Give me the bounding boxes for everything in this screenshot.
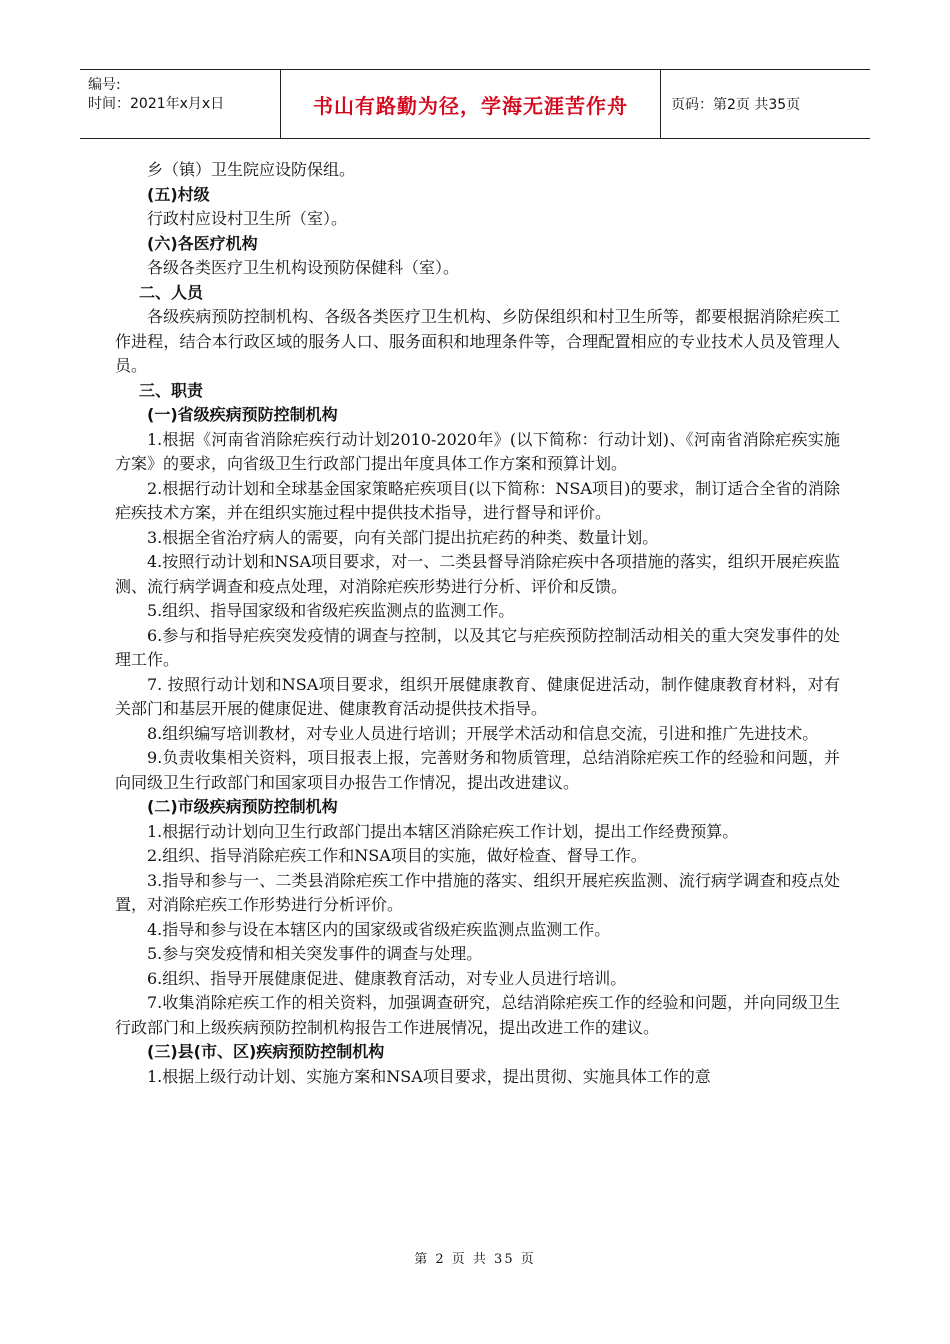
list-item: 1.根据上级行动计划、实施方案和NSA项目要求，提出贯彻、实施具体工作的意 (147, 1066, 711, 1086)
list-item: 6.组织、指导开展健康促进、健康教育活动，对专业人员进行培训。 (147, 968, 627, 988)
list-item: 3.根据全省治疗病人的需要，向有关部门提出抗疟药的种类、数量计划。 (147, 527, 659, 547)
list-item: 1.根据《河南省消除疟疾行动计划2010-2020年》(以下简称：行动计划)、《河南省消除疟疾实施方案》的要求，向省级卫生行政部门提出年度具体工作方案和预算计划。 (115, 429, 840, 473)
list-item: 1.根据行动计划向卫生行政部门提出本辖区消除疟疾工作计划，提出工作经费预算。 (147, 821, 739, 841)
subheading: (六)各医疗机构 (147, 233, 258, 253)
list-item: 9.负责收集相关资料，项目报表上报，完善财务和物质管理，总结消除疟疾工作的经验和问题，并向同级卫生行政部门和国家项目办报告工作情况，提出改进建议。 (115, 748, 840, 792)
list-item: 3.指导和参与一、二类县消除疟疾工作中措施的落实、组织开展疟疾监测、流行病学调查和疫点处置，对消除疟疾工作形势进行分析评价。 (115, 870, 840, 914)
list-item: 2.根据行动计划和全球基金国家策略疟疾项目(以下简称：NSA项目)的要求，制订适合全省的消除疟疾技术方案，并在组织实施过程中提供技术指导，进行督导和评价。 (115, 478, 840, 522)
time-label: 时间：2021年x月x日 (88, 96, 225, 112)
paragraph: 行政村应设村卫生所（室）。 (147, 209, 348, 228)
list-item: 6.参与和指导疟疾突发疫情的调查与控制，以及其它与疟疾预防控制活动相关的重大突发事件的处理工作。 (115, 625, 840, 669)
list-item: 7.收集消除疟疾工作的相关资料，加强调查研究，总结消除疟疾工作的经验和问题，并向同级卫生行政部门和上级疾病预防控制机构报告工作进展情况，提出改进工作的建议。 (115, 993, 840, 1037)
page-header (80, 69, 870, 139)
list-item: 5.组织、指导国家级和省级疟疾监测点的监测工作。 (147, 601, 515, 620)
page-footer: 第 2 页 共 35 页 (414, 1252, 536, 1267)
paragraph: 乡（镇）卫生院应设防保组。 (147, 160, 356, 179)
list-item: 7. 按照行动计划和NSA项目要求，组织开展健康教育、健康促进活动，制作健康教育材料，对有关部门和基层开展的健康促进、健康教育活动提供技术指导。 (115, 674, 840, 718)
list-item: 2.组织、指导消除疟疾工作和NSA项目的实施，做好检查、督导工作。 (147, 846, 647, 865)
list-item: 4.按照行动计划和NSA项目要求，对一、二类县督导消除疟疾中各项措施的落实，组织开展疟疾监测、流行病学调查和疫点处理，对消除疟疾形势进行分析、评价和反馈。 (115, 552, 840, 596)
code-label: 编号: (88, 77, 121, 93)
header-meta (80, 70, 281, 138)
document-body (115, 158, 840, 1089)
list-item: 5.参与突发疫情和相关突发事件的调查与处理。 (147, 944, 483, 963)
list-item: 4.指导和参与设在本辖区内的国家级或省级疟疾监测点监测工作。 (147, 919, 611, 939)
section-heading: 二、人员 (139, 282, 204, 302)
subheading: (一)省级疾病预防控制机构 (147, 405, 338, 424)
paragraph: 各级各类医疗卫生机构设预防保健科（室）。 (147, 258, 460, 277)
list-item: 8.组织编写培训教材，对专业人员进行培训；开展学术活动和信息交流，引进和推广先进技术。 (147, 723, 819, 743)
header-motto: 书山有路勤为径，学海无涯苦作舟 (281, 70, 661, 138)
subheading: (五)村级 (147, 184, 210, 204)
header-page-info: 页码：第2页 共35页 (671, 97, 801, 113)
subheading: (二)市级疾病预防控制机构 (147, 797, 338, 816)
section-heading: 三、职责 (139, 380, 204, 400)
subheading: (三)县(市、区)疾病预防控制机构 (147, 1042, 385, 1061)
paragraph: 各级疾病预防控制机构、各级各类医疗卫生机构、乡防保组织和村卫生所等，都要根据消除疟疾工作进程，结合本行政区域的服务人口、服务面积和地理条件等，合理配置相应的专业技术人员及管理人员。 (115, 307, 840, 375)
